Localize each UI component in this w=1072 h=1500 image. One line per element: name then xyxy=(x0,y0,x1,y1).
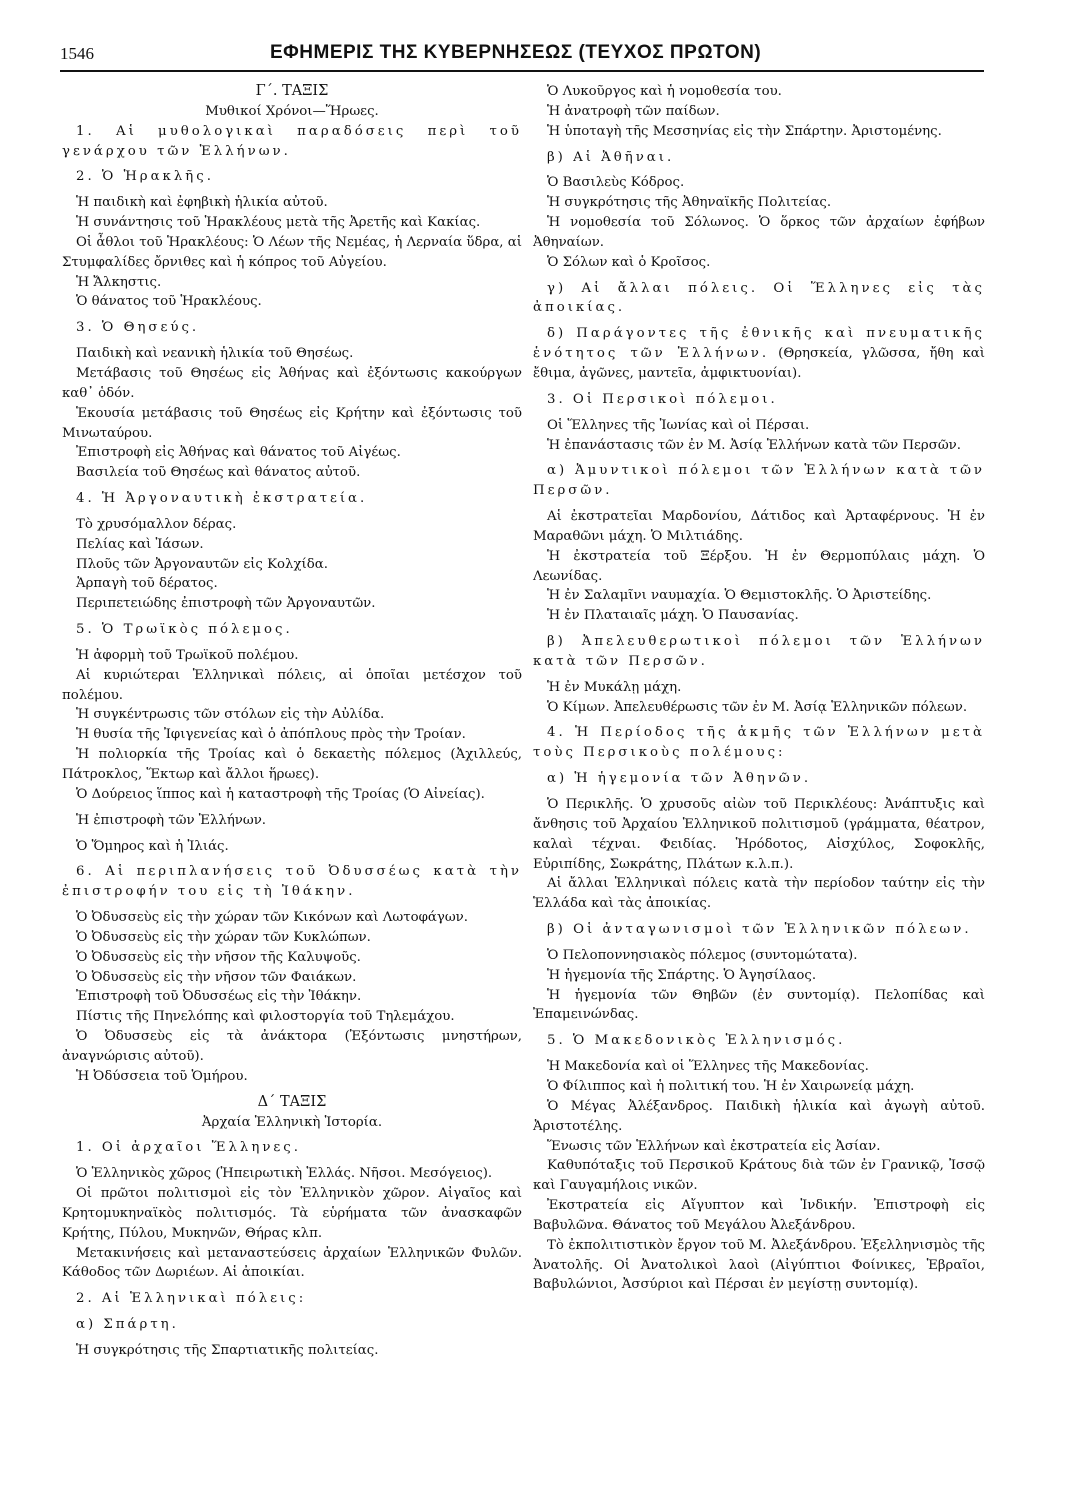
section-heading: 3. Ὁ Θησεύς. xyxy=(76,320,200,336)
paragraph: Ἡ νομοθεσία τοῦ Σόλωνος. Ὁ ὅρκος τῶν ἀρχαίων ἐφήβων Ἀθηναίων. xyxy=(533,215,985,250)
subsection-heading: α) Ἀμυντικοὶ πόλεμοι τῶν Ἑλλήνων κατὰ τῶν Περσῶν. xyxy=(533,463,985,499)
paragraph: Αἱ ἄλλαι Ἑλληνικαὶ πόλεις κατὰ τὴν περίοδον ταύτην εἰς τὴν Ἑλλάδα καὶ τὰς ἀποικίας. xyxy=(533,876,985,912)
subsection-heading: γ) Αἱ ἄλλαι πόλεις. Οἱ Ἕλληνες εἰς τὰς ἀποικίας. xyxy=(533,280,985,316)
paragraph: Ἡ ἀνατροφὴ τῶν παίδων. xyxy=(547,103,720,119)
section-heading: 2. Αἱ Ἑλληνικαὶ πόλεις: xyxy=(76,1291,307,1307)
paragraph: Ἡ ἐπιστροφὴ τῶν Ἑλλήνων. xyxy=(76,812,267,828)
subsection-heading: α) Σπάρτη. xyxy=(76,1317,179,1333)
section-heading: 4. Ἡ Περίοδος τῆς ἀκμῆς τῶν Ἑλλήνων μετὰ τοὺς Περσικοὺς πολέμους: xyxy=(533,725,985,761)
header-rule xyxy=(60,70,984,72)
paragraph: Αἱ ἐκστρατεῖαι Μαρδονίου, Δάτιδος καὶ Ἀρταφέρνους. Ἡ ἐν Μαραθῶνι μάχη. Ὁ Μιλτιάδης. xyxy=(533,509,985,544)
paragraph-text: (Θρησκεία, γλῶσσα, ἤθη καὶ ἔθιμα, ἀγῶνες, μαντεῖα, ἀμφικτυονίαι). xyxy=(533,346,985,381)
page-number: 1546 xyxy=(60,44,94,63)
paragraph: Πλοῦς τῶν Ἀργοναυτῶν εἰς Κολχίδα. xyxy=(76,556,328,572)
section-heading: 3. Οἱ Περσικοὶ πόλεμοι. xyxy=(547,391,778,407)
paragraph xyxy=(533,324,985,384)
paragraph: Ὁ Βασιλεὺς Κόδρος. xyxy=(547,175,685,191)
paragraph: Καθυπόταξις τοῦ Περσικοῦ Κράτους διὰ τῶν ἐν Γρανικῷ, Ἰσσῷ καὶ Γαυγαμήλοις νικῶν. xyxy=(533,1158,985,1194)
paragraph: Ὁ Φίλιππος καὶ ἡ πολιτική του. Ἡ ἐν Χαιρωνείᾳ μάχη. xyxy=(547,1078,915,1094)
paragraph: Ἡ παιδικὴ καὶ ἐφηβικὴ ἡλικία αὐτοῦ. xyxy=(76,195,328,211)
page-header xyxy=(60,40,980,70)
journal-title: ΕΦΗΜΕΡΙΣ ΤΗΣ ΚΥΒΕΡΝΗΣΕΩΣ (ΤΕΥΧΟΣ ΠΡΩΤΟΝ) xyxy=(270,42,762,63)
paragraph: Ἡ συγκρότησις τῆς Ἀθηναϊκῆς Πολιτείας. xyxy=(547,195,832,211)
paragraph: Ἑκουσία μετάβασις τοῦ Θησέως εἰς Κρήτην καὶ ἐξόντωσις τοῦ Μινωταύρου. xyxy=(62,405,522,441)
paragraph: Ὁ Πελοποννησιακὸς πόλεμος (συντομώτατα). xyxy=(547,947,858,963)
paragraph: Πίστις τῆς Πηνελόπης καὶ φιλοστοργία τοῦ Τηλεμάχου. xyxy=(76,1009,455,1025)
paragraph: Ὁ θάνατος τοῦ Ἡρακλέους. xyxy=(76,294,262,310)
paragraph: Ἡ Ὀδύσσεια τοῦ Ὁμήρου. xyxy=(76,1068,248,1084)
paragraph: Ἐκστρατεία εἰς Αἴγυπτον καὶ Ἰνδικήν. Ἐπιστροφὴ εἰς Βαβυλῶνα. Θάνατος τοῦ Μεγάλου Ἀλεξάνδρου. xyxy=(533,1198,985,1233)
right-column xyxy=(533,82,985,1295)
left-column xyxy=(62,82,522,1361)
class-title-d: Δ΄ ΤΑΞΙΣ xyxy=(257,1093,327,1110)
paragraph: Ὁ Κίμων. Ἀπελευθέρωσις τῶν ἐν Μ. Ἀσίᾳ Ἑλληνικῶν πόλεων. xyxy=(547,699,968,715)
paragraph: Τὸ ἐκπολιτιστικὸν ἔργον τοῦ Μ. Ἀλεξάνδρου. Ἐξελληνισμὸς τῆς Ἀνατολῆς. Οἱ Ἀνατολικοὶ λαοὶ (Αἰγύπτιοι Φοίνικες, Ἑβραῖοι, Βαβυλώνιοι, Ἀσσύριοι καὶ Πέρσαι ἐν μεγίστῃ συντομίᾳ). xyxy=(533,1237,985,1293)
section-heading: 2. Ὁ Ἡρακλῆς. xyxy=(76,169,214,185)
paragraph: Ὁ Ὀδυσσεὺς εἰς τὴν νῆσον τῆς Καλυψοῦς. xyxy=(76,949,361,965)
paragraph: Ἡ ἐν Μυκάλῃ μάχη. xyxy=(547,679,682,695)
paragraph: Μετακινήσεις καὶ μεταναστεύσεις ἀρχαίων Ἑλληνικῶν Φυλῶν. Κάθοδος τῶν Δωριέων. Αἱ ἀποικίαι. xyxy=(62,1245,522,1281)
paragraph: Ὁ Ὀδυσσεὺς εἰς τὰ ἀνάκτορα (Ἐξόντωσις μνηστήρων, ἀναγνώρισις αὐτοῦ). xyxy=(62,1029,522,1064)
paragraph: Οἱ πρῶτοι πολιτισμοὶ εἰς τὸν Ἑλληνικὸν χῶρον. Αἰγαῖος καὶ Κρητομυκηναϊκὸς πολιτισμός. Τὰ εὑρήματα τῶν ἀνασκαφῶν Κρήτης, Πύλου, Μυκηνῶν, Θήρας κλπ. xyxy=(62,1186,522,1241)
paragraph: Ὁ Δούρειος ἵππος καὶ ἡ καταστροφὴ τῆς Τροίας (Ὁ Αἰνείας). xyxy=(76,786,485,802)
paragraph: Τὸ χρυσόμαλλον δέρας. xyxy=(76,516,237,532)
paragraph: Περιπετειώδης ἐπιστροφὴ τῶν Ἀργοναυτῶν. xyxy=(76,596,376,612)
paragraph: Αἱ κυριώτεραι Ἑλληνικαὶ πόλεις, αἱ ὁποῖαι μετέσχον τοῦ πολέμου. xyxy=(62,667,522,703)
paragraph: Ἡ ἡγεμονία τῆς Σπάρτης. Ὁ Ἀγησίλαος. xyxy=(547,967,817,983)
paragraph: Ὁ Μέγας Ἀλέξανδρος. Παιδικὴ ἡλικία καὶ ἀγωγὴ αὐτοῦ. Ἀριστοτέλης. xyxy=(533,1098,985,1134)
class-title-g: Γ΄. ΤΑΞΙΣ xyxy=(255,83,329,99)
paragraph: Ὁ Ὀδυσσεὺς εἰς τὴν χώραν τῶν Κυκλώπων. xyxy=(76,929,371,945)
subsection-heading: δ) Παράγοντες τῆς ἐθνικῆς καὶ πνευματικῆς ἑνότητος τῶν Ἑλλήνων. xyxy=(533,326,985,362)
paragraph: Ὁ Ὅμηρος καὶ ἡ Ἰλιάς. xyxy=(76,838,229,854)
section-heading: 4. Ἡ Ἀργοναυτικὴ ἐκστρατεία. xyxy=(76,491,368,507)
paragraph: Βασιλεία τοῦ Θησέως καὶ θάνατος αὐτοῦ. xyxy=(76,465,361,481)
section-heading: 1. Αἱ μυθολογικαὶ παραδόσεις περὶ τοῦ γενάρχου τῶν Ἑλλήνων. xyxy=(62,123,522,159)
class-subtitle-g: Μυθικοί Χρόνοι—Ἥρωες. xyxy=(205,103,379,119)
subsection-heading: β) Οἱ ἀνταγωνισμοὶ τῶν Ἑλληνικῶν πόλεων. xyxy=(547,922,972,938)
paragraph: Ἐπιστροφὴ εἰς Ἀθήνας καὶ θάνατος τοῦ Αἰγέως. xyxy=(76,445,401,461)
section-heading: 5. Ὁ Τρωϊκὸς πόλεμος. xyxy=(76,622,293,638)
section-heading: 6. Αἱ περιπλανήσεις τοῦ Ὀδυσσέως κατὰ τὴν ἐπιστροφήν του εἰς τὴ Ἰθάκην. xyxy=(62,864,522,900)
paragraph: Ἡ συνάντησις τοῦ Ἡρακλέους μετὰ τῆς Ἀρετῆς καὶ Κακίας. xyxy=(76,215,481,231)
subsection-heading: α) Ἡ ἡγεμονία τῶν Ἀθηνῶν. xyxy=(547,771,812,787)
paragraph: Ὁ Ὀδυσσεὺς εἰς τὴν νῆσον τῶν Φαιάκων. xyxy=(76,969,357,985)
paragraph: Ἡ ἐν Πλαταιαῖς μάχη. Ὁ Παυσανίας. xyxy=(547,608,799,624)
paragraph: Ἡ ἡγεμονία τῶν Θηβῶν (ἐν συντομίᾳ). Πελοπίδας καὶ Ἐπαμεινώνδας. xyxy=(533,987,985,1023)
paragraph: Ἡ συγκέντρωσις τῶν στόλων εἰς τὴν Αὐλίδα. xyxy=(76,707,385,723)
paragraph: Ἡ συγκρότησις τῆς Σπαρτιατικῆς πολιτείας. xyxy=(76,1342,379,1358)
paragraph: Ὁ Περικλῆς. Ὁ χρυσοῦς αἰὼν τοῦ Περικλέους: Ἀνάπτυξις καὶ ἄνθησις τοῦ Ἀρχαίου Ἑλληνικοῦ πολιτισμοῦ (γράμματα, θέατρον, καλαὶ τέχναι. Φειδίας. Ἡρόδοτος, Αἰσχύλος, Σοφοκλῆς, Εὐριπίδης, Σωκράτης, Πλάτων κ.λ.π.). xyxy=(533,797,985,872)
subsection-heading: β) Αἱ Ἀθῆναι. xyxy=(547,149,675,165)
paragraph: Ἡ ἐπανάστασις τῶν ἐν Μ. Ἀσίᾳ Ἑλλήνων κατὰ τῶν Περσῶν. xyxy=(547,437,961,453)
paragraph: Ἡ πολιορκία τῆς Τροίας καὶ ὁ δεκαετὴς πόλεμος (Ἀχιλλεύς, Πάτροκλος, Ἕκτωρ καὶ ἄλλοι ἥρωες). xyxy=(62,747,522,782)
paragraph: Ἁρπαγὴ τοῦ δέρατος. xyxy=(76,576,218,592)
class-subtitle-d: Ἀρχαία Ἑλληνικὴ Ἱστορία. xyxy=(201,1114,383,1130)
section-heading: 5. Ὁ Μακεδονικὸς Ἑλληνισμός. xyxy=(547,1033,846,1049)
paragraph: Ἡ Μακεδονία καὶ οἱ Ἕλληνες τῆς Μακεδονίας. xyxy=(547,1059,869,1075)
subsection-heading: β) Ἀπελευθερωτικοὶ πόλεμοι τῶν Ἑλλήνων κατὰ τῶν Περσῶν. xyxy=(533,634,985,669)
paragraph: Ἡ ἐκστρατεία τοῦ Ξέρξου. Ἡ ἐν Θερμοπύλαις μάχη. Ὁ Λεωνίδας. xyxy=(533,548,985,584)
paragraph: Ὁ Ἑλληνικὸς χῶρος (Ἠπειρωτικὴ Ἑλλάς. Νῆσοι. Μεσόγειος). xyxy=(76,1166,493,1182)
paragraph: Οἱ ἆθλοι τοῦ Ἡρακλέους: Ὁ Λέων τῆς Νεμέας, ἡ Λερναία ὕδρα, αἱ Στυμφαλίδες ὄρνιθες καὶ ἡ κόπρος τοῦ Αὐγείου. xyxy=(62,234,522,270)
paragraph: Ἡ θυσία τῆς Ἰφιγενείας καὶ ὁ ἀπόπλους πρὸς τὴν Τροίαν. xyxy=(76,727,466,743)
paragraph: Ἡ ὑποταγὴ τῆς Μεσσηνίας εἰς τὴν Σπάρτην. Ἀριστομένης. xyxy=(547,123,942,139)
paragraph: Πελίας καὶ Ἰάσων. xyxy=(76,536,204,552)
paragraph: Ἕνωσις τῶν Ἑλλήνων καὶ ἐκστρατεία εἰς Ἀσίαν. xyxy=(547,1138,881,1154)
paragraph: Ἡ ἐν Σαλαμῖνι ναυμαχία. Ὁ Θεμιστοκλῆς. Ὁ Ἀριστείδης. xyxy=(547,588,932,604)
paragraph: Ὁ Σόλων καὶ ὁ Κροῖσος. xyxy=(547,254,711,270)
paragraph: Μετάβασις τοῦ Θησέως εἰς Ἀθήνας καὶ ἐξόντωσις κακούργων καθ᾽ ὁδόν. xyxy=(62,365,522,401)
paragraph: Οἱ Ἕλληνες τῆς Ἰωνίας καὶ οἱ Πέρσαι. xyxy=(547,417,810,433)
paragraph: Ὁ Λυκοῦργος καὶ ἡ νομοθεσία του. xyxy=(547,84,782,99)
paragraph: Ἡ Ἄλκηστις. xyxy=(76,274,162,290)
paragraph: Ἐπιστροφὴ τοῦ Ὀδυσσέως εἰς τὴν Ἰθάκην. xyxy=(76,989,362,1005)
paragraph: Παιδικὴ καὶ νεανικὴ ἡλικία τοῦ Θησέως. xyxy=(76,346,354,362)
paragraph: Ἡ ἀφορμὴ τοῦ Τρωϊκοῦ πολέμου. xyxy=(76,647,299,663)
paragraph: Ὁ Ὀδυσσεὺς εἰς τὴν χώραν τῶν Κικόνων καὶ Λωτοφάγων. xyxy=(76,910,468,926)
section-heading: 1. Οἱ ἀρχαῖοι Ἕλληνες. xyxy=(76,1140,301,1156)
